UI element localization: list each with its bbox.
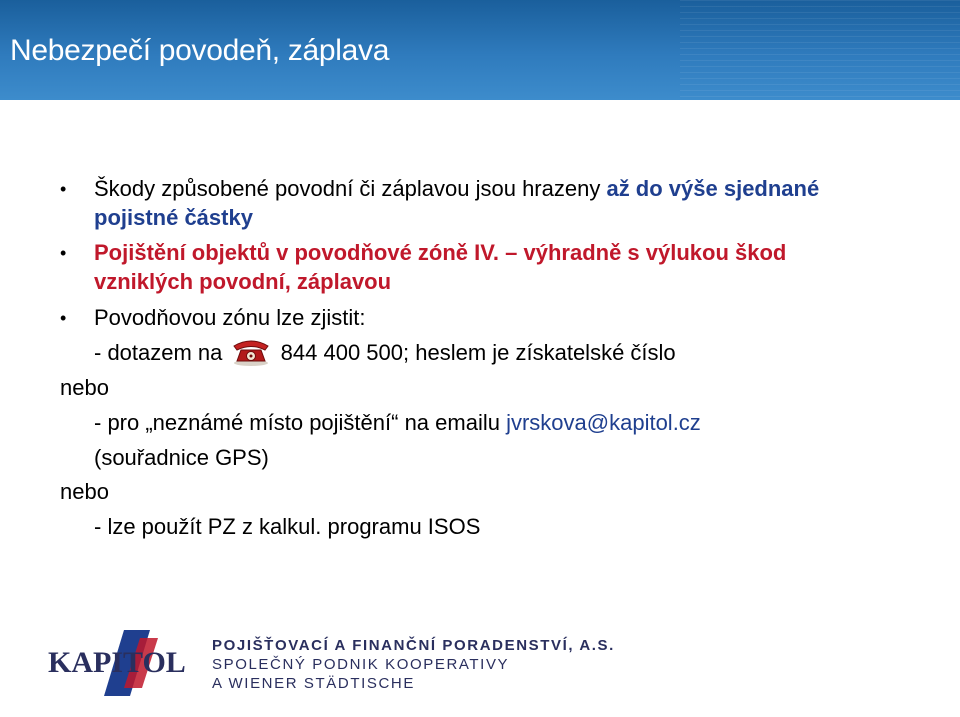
bullet-1-marker: • <box>60 179 67 199</box>
pro-line <box>94 410 701 436</box>
footer-line-2: SPOLEČNÝ PODNIK KOOPERATIVY <box>212 656 510 673</box>
bullet-2-line-1: Pojištění objektů v povodňové zóně IV. – výhradně s výlukou škod <box>94 240 787 265</box>
page-title: Nebezpečí povodeň, záplava <box>10 34 390 67</box>
dotazem-line <box>94 339 676 369</box>
bullet-1-line-1 <box>94 176 819 202</box>
nebo-2: nebo <box>60 479 109 504</box>
email-link[interactable]: jvrskova@kapitol.cz <box>506 410 701 435</box>
title-bar <box>0 0 960 100</box>
nebo-1: nebo <box>60 375 109 400</box>
phone-icon <box>231 337 271 367</box>
gps-line: (souřadnice GPS) <box>94 445 269 470</box>
bullet-1-text: Škody způsobené povodní či záplavou jsou hrazeny <box>94 176 607 201</box>
dotazem-suffix: 844 400 500; heslem je získatelské číslo <box>280 339 676 365</box>
bullet-2-line-2: vzniklých povodní, záplavou <box>94 269 392 294</box>
logo-text: KAPITOL <box>48 646 186 679</box>
bullet-2-marker: • <box>60 243 67 263</box>
bullet-3-marker: • <box>60 308 67 328</box>
isos-line: - lze použít PZ z kalkul. programu ISOS <box>94 514 481 539</box>
dotazem-prefix: - dotazem na <box>94 339 223 365</box>
kapitol-logo <box>46 628 206 698</box>
title-bar-decoration <box>680 0 960 100</box>
pro-text: - pro „neznámé místo pojištění“ na emailu <box>94 410 507 435</box>
bullet-3-line-1: Povodňovou zónu lze zjistit: <box>94 305 366 330</box>
footer-line-1: POJIŠŤOVACÍ A FINANČNÍ PORADENSTVÍ, A.S. <box>212 637 615 654</box>
footer-line-3: A WIENER STÄDTISCHE <box>212 675 415 692</box>
bullet-1-line-2: pojistné částky <box>94 205 253 230</box>
bullet-1-highlight: až do výše sjednané <box>606 176 820 201</box>
